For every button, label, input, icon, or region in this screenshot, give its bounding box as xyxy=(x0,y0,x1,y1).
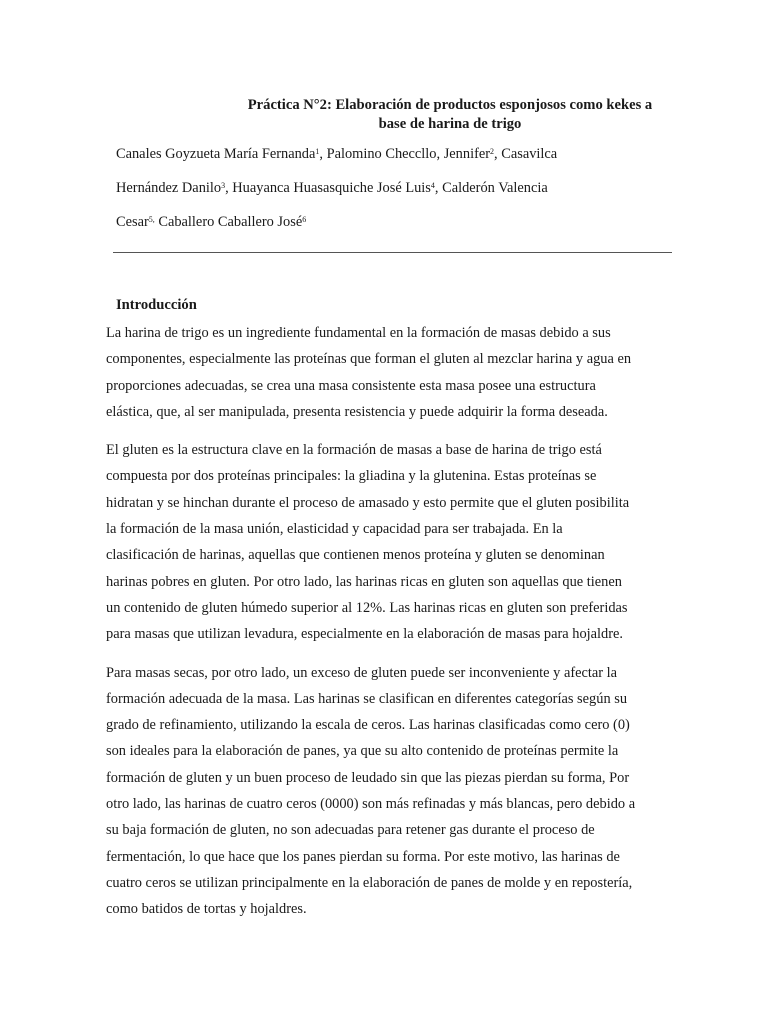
affiliation-marker: 1 xyxy=(315,147,320,156)
text-line: son ideales para la elaboración de panes, ya que su alto contenido de proteínas permite la xyxy=(106,743,619,760)
text-line: cuatro ceros se utilizan principalmente en la elaboración de panes de molde y en repostería, xyxy=(106,874,633,891)
document-title xyxy=(200,96,700,134)
affiliation-marker: 5, xyxy=(148,215,155,224)
text-line: otro lado, las harinas de cuatro ceros (0000) son más refinadas y más blancas, pero debido a xyxy=(106,796,636,813)
text-line: formación de gluten y un buen proceso de leudado sin que las piezas pierdan su forma, Por xyxy=(106,769,630,786)
affiliation-marker: 2 xyxy=(490,147,495,156)
author-line-3 xyxy=(116,211,676,245)
text-line: la formación de la masa unión, elasticidad y capacidad para ser trabajada. En la xyxy=(106,521,563,538)
text-line: proporciones adecuadas, se crea una masa consistente esta masa posee una estructura xyxy=(106,377,596,394)
title-line-1: Práctica N°2: Elaboración de productos esponjosos como kekes a xyxy=(247,97,653,113)
author-list xyxy=(116,143,676,245)
affiliation-marker: 3 xyxy=(221,181,226,190)
author-line-1 xyxy=(116,143,676,177)
author-name: Hernández Danilo$^3$, Huayanca Huasasquiche José Luis$^4$, Calderón Valencia xyxy=(116,180,548,196)
text-line: fermentación, lo que hace que los panes pierdan su forma. Por este motivo, las harinas de xyxy=(106,848,620,865)
affiliation-marker: 4 xyxy=(430,181,435,190)
text-line: harinas pobres en gluten. Por otro lado, las harinas ricas en gluten son aquellas que tienen xyxy=(106,573,622,590)
horizontal-divider xyxy=(113,252,672,253)
author-name: Cesar$^{5,}$ Caballero Caballero José$^6$ xyxy=(116,214,307,230)
text-line: grado de refinamiento, utilizando la escala de ceros. Las harinas clasificadas como cero (0) xyxy=(106,717,630,734)
text-line: El gluten es la estructura clave en la formación de masas a base de harina de trigo está xyxy=(106,442,602,459)
text-line: clasificación de harinas, aquellas que contienen menos proteína y gluten se denominan xyxy=(106,547,605,564)
section-heading-introduccion: Introducción xyxy=(116,297,197,313)
text-line: formación adecuada de la masa. Las harinas se clasifican en diferentes categorías según su xyxy=(106,690,628,707)
paragraph-2 xyxy=(106,437,674,647)
text-line: Para masas secas, por otro lado, un exceso de gluten puede ser inconveniente y afectar la xyxy=(106,664,618,681)
paragraph-1 xyxy=(106,320,674,425)
text-line: como batidos de tortas y hojaldres. xyxy=(106,901,307,918)
text-line: su baja formación de gluten, no son adecuadas para retener gas durante el proceso de xyxy=(106,822,595,839)
text-line: un contenido de gluten húmedo superior al 12%. Las harinas ricas en gluten son preferidas xyxy=(106,599,628,616)
text-line: compuesta por dos proteínas principales: la gliadina y la glutenina. Estas proteínas se xyxy=(106,468,597,485)
text-line: elástica, que, al ser manipulada, presenta resistencia y puede adquirir la forma deseada. xyxy=(106,403,608,420)
text-line: hidratan y se hinchan durante el proceso de amasado y esto permite que el gluten posibilita xyxy=(106,494,630,511)
document-body xyxy=(106,320,674,935)
text-line: La harina de trigo es un ingrediente fundamental en la formación de masas debido a sus xyxy=(106,325,611,341)
affiliation-marker: 6 xyxy=(302,215,307,224)
text-line: para masas que utilizan levadura, especialmente en la elaboración de masas para hojaldre. xyxy=(106,626,624,643)
author-name: Canales Goyzueta María Fernanda$^1$, Palomino Checcllo, Jennifer$^2$, Casavilca xyxy=(116,146,558,162)
paragraph-3 xyxy=(106,660,674,923)
text-line: componentes, especialmente las proteínas que forman el gluten al mezclar harina y agua en xyxy=(106,351,632,368)
title-line-2: base de harina de trigo xyxy=(378,116,522,132)
author-line-2 xyxy=(116,177,676,211)
